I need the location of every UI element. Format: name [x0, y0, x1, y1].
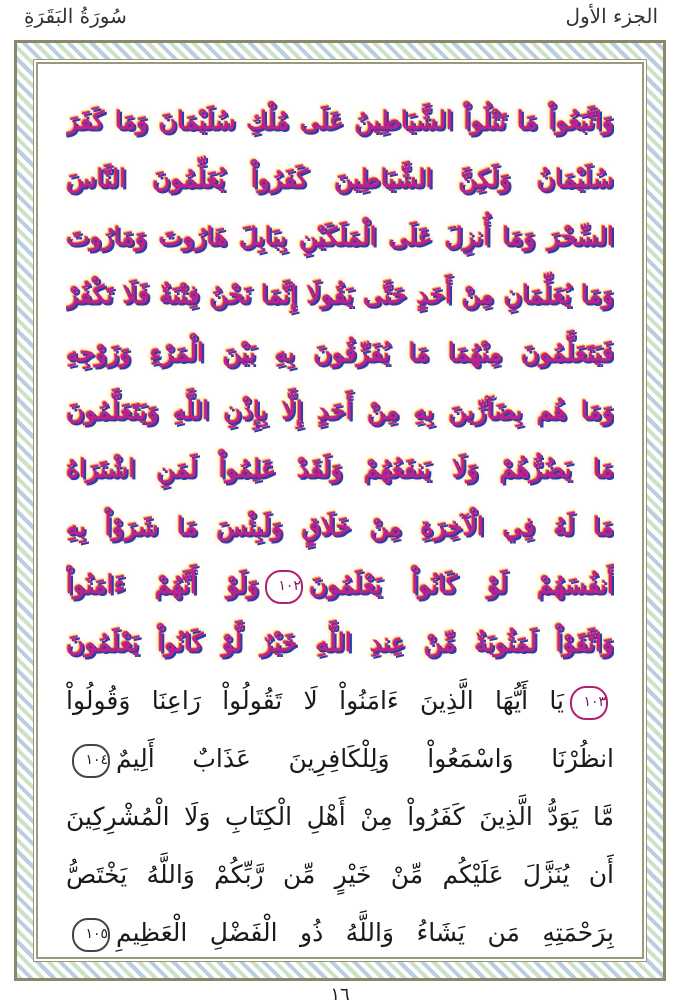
verse-line-8 — [66, 498, 614, 556]
verse-lines — [66, 92, 614, 947]
verse-line-14 — [66, 846, 614, 904]
verse-line-10 — [66, 614, 614, 672]
text-area — [36, 62, 644, 959]
verse-text: وَاتَّقَوْاْ لَمَثُوبَةٌ مِّنْ عِندِ اللَّهِ خَيْرٌ لَّوْ كَانُواْ يَعْلَمُونَ — [66, 628, 614, 657]
juz-name: الجزء الأول — [565, 4, 658, 28]
verse-line-3 — [66, 208, 614, 266]
verse-text: مَا يَضُرُّهُمْ وَلَا يَنفَعُهُمْ وَلَقَدْ عَلِمُواْ لَمَنِ اشْتَرَاهُ — [66, 454, 614, 483]
verse-line-12 — [66, 730, 614, 788]
verse-text: وَاتَّبَعُواْ مَا تَتْلُواْ الشَّيَاطِينُ عَلَى مُلْكِ سُلَيْمَانَ وَمَا كَفَرَ — [66, 106, 614, 135]
verse-text: يَا أَيُّهَا الَّذِينَ ءَامَنُواْ لَا تَقُولُواْ رَاعِنَا وَقُولُواْ — [66, 686, 564, 715]
verse-text: وَمَا هُم بِضَآرِّينَ بِهِ مِنْ أَحَدٍ إِلَّا بِإِذْنِ اللَّهِ وَيَتَعَلَّمُونَ — [66, 396, 614, 425]
verse-line-5 — [66, 324, 614, 382]
verse-line-9 — [66, 556, 614, 614]
verse-line-4 — [66, 266, 614, 324]
verse-text: مَّا يَوَدُّ الَّذِينَ كَفَرُواْ مِنْ أَهْلِ الْكِتَابِ وَلَا الْمُشْرِكِينَ — [66, 802, 614, 831]
ayah-number-marker: ١٠٥ — [72, 918, 110, 952]
verse-line-13 — [66, 788, 614, 846]
page-number: ١٦ — [330, 984, 350, 1005]
verse-line-11 — [66, 672, 614, 730]
verse-text: أَن يُنَزَّلَ عَلَيْكُم مِّنْ خَيْرٍ مِّن رَّبِّكُمْ وَاللَّهُ يَخْتَصُّ — [66, 860, 614, 889]
verse-line-1 — [66, 92, 614, 150]
verse-text: انظُرْنَا وَاسْمَعُواْ وَلِلْكَافِرِينَ عَذَابٌ أَلِيمٌ — [116, 744, 614, 773]
ayah-number-marker: ١٠٢ — [265, 570, 303, 604]
verse-text: سُلَيْمَانُ وَلَكِنَّ الشَّيَاطِينَ كَفَرُواْ يُعَلِّمُونَ النَّاسَ — [66, 164, 614, 193]
surah-name: سُورَةُ البَقَرَةِ — [24, 4, 127, 28]
verse-line-2 — [66, 150, 614, 208]
verse-text: أَنفُسَهُمْ لَوْ كَانُواْ يَعْلَمُونَ — [308, 570, 614, 599]
ayah-number-marker: ١٠٣ — [570, 686, 608, 720]
verse-text: وَمَا يُعَلِّمَانِ مِنْ أَحَدٍ حَتَّى يَقُولَا إِنَّمَا نَحْنُ فِتْنَةٌ فَلَا تَكْفُرْ — [66, 280, 614, 309]
verse-text: فَيَتَعَلَّمُونَ مِنْهُمَا مَا يُفَرِّقُونَ بِهِ بَيْنَ الْمَرْءِ وَزَوْجِهِ — [66, 338, 614, 367]
page-header — [0, 0, 680, 40]
ayah-number-marker: ١٠٤ — [72, 744, 110, 778]
verse-line-6 — [66, 382, 614, 440]
page-frame — [14, 40, 666, 981]
verse-text: وَلَوْ أَنَّهُمْ ءَامَنُواْ — [66, 570, 259, 599]
verse-line-15 — [66, 904, 614, 962]
verse-text: السِّحْرَ وَمَا أُنزِلَ عَلَى الْمَلَكَيْنِ بِبَابِلَ هَارُوتَ وَمَارُوتَ — [66, 222, 614, 251]
verse-line-7 — [66, 440, 614, 498]
verse-text: مَا لَهُ فِي الْآخِرَةِ مِنْ خَلَاقٍ وَلَبِئْسَ مَا شَرَوْاْ بِهِ — [66, 512, 614, 541]
verse-text: بِرَحْمَتِهِ مَن يَشَاءُ وَاللَّهُ ذُو الْفَضْلِ الْعَظِيمِ — [116, 918, 614, 947]
